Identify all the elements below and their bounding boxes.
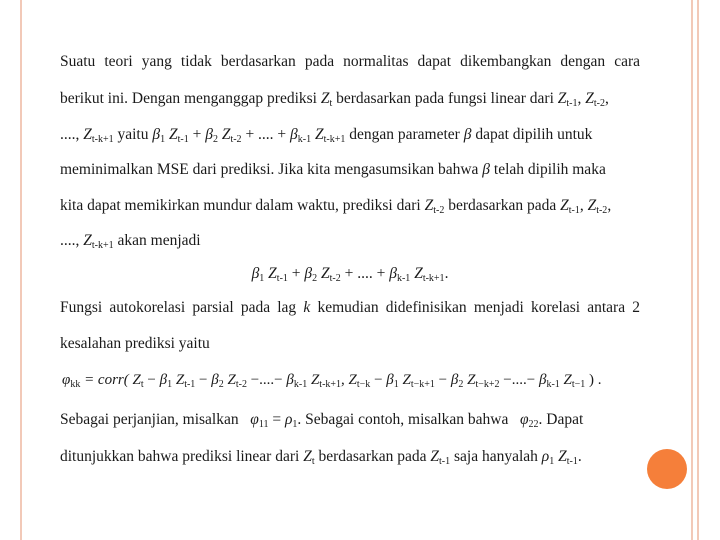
- right-border-rule-inner: [697, 0, 699, 540]
- paragraph-1-line-3: ...., $Z_{t-k+1}$ yaitu $\beta_1$ $Z_{t-1} + \beta_2$ $Z_{t-2}$ + .... + $\beta_{k-1}$ $Z_{t-k+1}$ dengan parameter β dapat dipilih untuk: [60, 126, 593, 145]
- pacf-formula: $\varphi_{kk}$ = corr( $Z_t - \beta_1$ $Z_{t-1} - \beta_2$ $Z_{t-2}$ −....− $\beta_{k-1}$ $Z_{t-k+1}$, $Z_{t-k} - \beta_1$ $Z_{t-k+1} - \beta_2$ $Z_{t-k+2}$ −....− $\beta_{k-1}$ $Z_{t-1}$ ) .: [62, 372, 602, 390]
- prediction-expression: $\beta_1$ $Z_{t-1} + \beta_2$ $Z_{t-2}$ + .... + $\beta_{k-1}$ $Z_{t-k+1}$.: [251, 265, 449, 284]
- orange-dot-decoration: [647, 449, 687, 489]
- paragraph-1-line-5: kita dapat memikirkan mundur dalam waktu, prediksi dari $Z_{t-2}$ berdasarkan pada $Z_{t-1}$, $Z_{t-2}$,: [60, 197, 612, 216]
- paragraph-2-line-2: kesalahan prediksi yaitu: [60, 335, 210, 352]
- paragraph-1-line-2: berikut ini. Dengan menganggap prediksi $Z_t$ berdasarkan pada fungsi linear dari $Z_{t-1}$, $Z_{t-2}$,: [60, 90, 609, 109]
- paragraph-1-line-6: ...., $Z_{t-k+1}$ akan menjadi: [60, 232, 201, 251]
- paragraph-3-line-1: Sebagai perjanjian, misalkan $\varphi_{11} = \rho_1$. Sebagai contoh, misalkan bahwa $\varphi_{22}$. Dapat: [60, 411, 584, 430]
- paragraph-1-line-1: Suatu teori yang tidak berdasarkan pada normalitas dapat dikembangkan dengan cara: [60, 53, 640, 70]
- right-border-rule: [691, 0, 693, 540]
- paragraph-3-line-2: ditunjukkan bahwa prediksi linear dari $Z_t$ berdasarkan pada $Z_{t-1}$ saja hanyalah $\rho_1$ $Z_{t-1}$.: [60, 448, 582, 467]
- left-border-rule: [20, 0, 22, 540]
- paragraph-2-line-1: Fungsi autokorelasi parsial pada lag k kemudian didefinisikan menjadi korelasi antara 2: [60, 299, 640, 316]
- paragraph-1-line-4: meminimalkan MSE dari prediksi. Jika kita mengasumsikan bahwa β telah dipilih maka: [60, 161, 606, 178]
